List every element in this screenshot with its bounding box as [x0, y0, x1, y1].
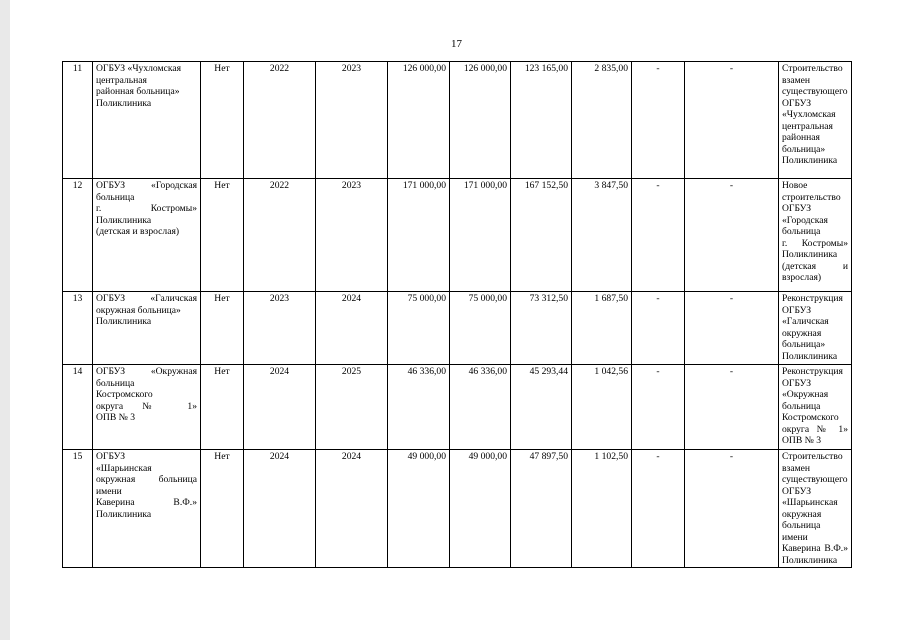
cell-line: взрослая): [782, 272, 822, 283]
cell-text: 1 042,56: [594, 366, 628, 377]
cell-line: Костромского: [782, 412, 839, 423]
cell-text: 47 897,50: [529, 451, 568, 462]
amount-cell: [511, 365, 572, 450]
cell-text: Нет: [214, 451, 230, 462]
cell-line: г. Костромы»: [96, 203, 197, 214]
table-row: [63, 62, 852, 179]
document-page: [10, 0, 903, 640]
object-name-cell: [93, 179, 201, 292]
table-row: [63, 292, 852, 365]
amount-cell: [388, 179, 450, 292]
cell-line: центральная: [782, 120, 833, 132]
cell-text: 1 102,50: [594, 451, 628, 462]
cell-line: ОГБУЗ: [782, 377, 812, 389]
cell-line: ОГБУЗ: [782, 304, 812, 316]
cell-text: -: [729, 293, 734, 304]
object-name-cell: [93, 365, 201, 450]
amount-cell: [388, 62, 450, 179]
cell-line: районная больница»: [96, 86, 180, 97]
amount-cell: [511, 179, 572, 292]
note-cell: [779, 62, 852, 179]
note-cell: [779, 450, 852, 568]
cell-line: больница: [782, 400, 821, 412]
note-cell: [779, 292, 852, 365]
flag-cell: [201, 292, 244, 365]
row-number-cell: [63, 450, 93, 568]
cell-text: 46 336,00: [407, 366, 446, 377]
cell-text: -: [656, 451, 660, 462]
amount-cell: [511, 292, 572, 365]
cell-text: 171 000,00: [402, 180, 446, 191]
cell-line: имени: [96, 485, 122, 497]
amount-cell: [511, 450, 572, 568]
cell-text: Нет: [214, 63, 230, 74]
table-row: [63, 179, 852, 292]
cell-line: окружная больница: [96, 474, 197, 485]
cell-text: 75 000,00: [468, 293, 507, 304]
cell-line: Новое: [782, 180, 808, 191]
dash-cell: [685, 450, 779, 568]
amount-cell: [572, 292, 632, 365]
amount-cell: [450, 179, 511, 292]
flag-cell: [201, 179, 244, 292]
cell-line: больница»: [782, 339, 826, 350]
cell-text: 2022: [269, 180, 290, 191]
cell-text: 126 000,00: [402, 63, 446, 74]
note-cell: [779, 179, 852, 292]
cell-text: 2 835,00: [594, 63, 628, 74]
cell-text: 2025: [341, 366, 362, 377]
cell-text: -: [729, 451, 734, 462]
investment-objects-table: [62, 61, 852, 568]
amount-cell: [511, 62, 572, 179]
object-name-cell: [93, 62, 201, 179]
cell-line: Поликлиника: [96, 508, 152, 520]
cell-line: Реконструкция: [782, 366, 843, 377]
cell-line: Поликлиника: [782, 350, 838, 362]
dash-cell: [632, 292, 685, 365]
cell-line: Поликлиника: [96, 316, 152, 327]
flag-cell: [201, 450, 244, 568]
amount-cell: [388, 365, 450, 450]
cell-text: 2024: [341, 451, 362, 462]
cell-line: «Чухломская: [782, 109, 836, 120]
amount-cell: [450, 365, 511, 450]
cell-line: Поликлиника: [782, 249, 838, 260]
amount-cell: [572, 62, 632, 179]
cell-line: окружная: [782, 508, 822, 520]
cell-line: ОГБУЗ «Чухломская: [96, 63, 182, 74]
cell-line: ОГБУЗ: [782, 97, 812, 109]
row-number-cell: [63, 365, 93, 450]
flag-cell: [201, 62, 244, 179]
cell-text: -: [656, 366, 660, 377]
cell-line: взамен: [782, 462, 811, 474]
cell-line: (детская и взрослая): [96, 226, 180, 237]
cell-line: окружная: [782, 327, 822, 339]
cell-line: «Окружная: [782, 389, 829, 400]
cell-text: 167 152,50: [524, 180, 568, 191]
cell-line: строительство: [782, 191, 841, 203]
cell-line: Костромского: [96, 389, 153, 400]
cell-line: больница»: [782, 143, 826, 155]
cell-line: Строительство: [782, 451, 843, 462]
flag-cell: [201, 365, 244, 450]
amount-cell: [450, 62, 511, 179]
cell-line: больница имени: [782, 520, 821, 543]
cell-text: -: [729, 366, 734, 377]
cell-line: окружная больница»: [96, 304, 181, 316]
year-end-cell: [316, 292, 388, 365]
cell-line: больница: [96, 377, 135, 389]
cell-text: 126 000,00: [463, 63, 507, 74]
cell-text: Нет: [214, 366, 230, 377]
cell-text: 2022: [269, 63, 290, 74]
note-cell: [779, 365, 852, 450]
cell-text: 2024: [269, 451, 290, 462]
cell-line: Поликлиника: [96, 214, 152, 226]
cell-text: -: [656, 180, 660, 191]
cell-text: 3 847,50: [594, 180, 628, 191]
cell-line: Поликлиника: [782, 554, 838, 566]
cell-text: 12: [72, 180, 83, 191]
cell-text: 49 000,00: [468, 451, 507, 462]
cell-text: 45 293,44: [529, 366, 568, 377]
year-start-cell: [244, 450, 316, 568]
cell-text: -: [656, 63, 660, 74]
cell-text: Нет: [214, 293, 230, 304]
dash-cell: [632, 179, 685, 292]
cell-line: ОГБУЗ: [782, 485, 812, 497]
cell-text: 15: [72, 451, 83, 462]
amount-cell: [572, 179, 632, 292]
dash-cell: [685, 365, 779, 450]
cell-text: 11: [72, 63, 83, 74]
cell-line: Каверина В.Ф.»: [96, 497, 197, 508]
cell-line: центральная: [96, 74, 147, 86]
year-end-cell: [316, 450, 388, 568]
year-start-cell: [244, 62, 316, 179]
amount-cell: [450, 450, 511, 568]
table-row: [63, 365, 852, 450]
cell-line: Поликлиника: [782, 155, 838, 166]
dash-cell: [685, 292, 779, 365]
cell-line: Строительство: [782, 63, 843, 74]
cell-text: 2023: [341, 180, 362, 191]
cell-text: 2024: [269, 366, 290, 377]
cell-text: 13: [72, 293, 83, 304]
cell-text: 2023: [269, 293, 290, 304]
cell-text: 75 000,00: [407, 293, 446, 304]
cell-line: округа № 1»: [96, 400, 197, 412]
cell-text: 49 000,00: [407, 451, 446, 462]
amount-cell: [572, 365, 632, 450]
object-name-cell: [93, 292, 201, 365]
cell-text: 46 336,00: [468, 366, 507, 377]
cell-line: Реконструкция: [782, 293, 843, 304]
amount-cell: [572, 450, 632, 568]
cell-text: -: [656, 293, 660, 304]
dash-cell: [632, 62, 685, 179]
cell-line: ОПВ № 3: [782, 435, 822, 446]
year-end-cell: [316, 62, 388, 179]
amount-cell: [450, 292, 511, 365]
cell-line: ОГБУЗ: [96, 451, 126, 462]
cell-line: округа № 1»: [782, 423, 848, 435]
year-end-cell: [316, 179, 388, 292]
cell-text: Нет: [214, 180, 230, 191]
cell-line: (детская и: [782, 260, 848, 272]
dash-cell: [632, 365, 685, 450]
row-number-cell: [63, 292, 93, 365]
cell-line: ОГБУЗ «Городская: [96, 180, 197, 191]
cell-line: ОГБУЗ «Окружная: [96, 366, 197, 377]
cell-line: Каверина В.Ф.»: [782, 543, 848, 554]
cell-text: 14: [72, 366, 83, 377]
table-row: [63, 450, 852, 568]
page-number: 17: [451, 38, 462, 50]
cell-line: взамен: [782, 74, 811, 86]
cell-line: г. Костромы»: [782, 237, 848, 249]
cell-text: 171 000,00: [463, 180, 507, 191]
cell-line: больница: [96, 191, 135, 203]
row-number-cell: [63, 62, 93, 179]
cell-line: районная: [782, 132, 820, 143]
cell-text: 123 165,00: [524, 63, 568, 74]
cell-line: ОГБУЗ «Галичская: [96, 293, 197, 304]
cell-text: -: [729, 63, 734, 74]
cell-text: 73 312,50: [529, 293, 568, 304]
dash-cell: [685, 62, 779, 179]
year-start-cell: [244, 179, 316, 292]
row-number-cell: [63, 179, 93, 292]
dash-cell: [685, 179, 779, 292]
cell-line: ОГБУЗ: [782, 203, 812, 214]
cell-line: «Шарьинская: [96, 462, 152, 474]
cell-line: ОПВ № 3: [96, 412, 136, 423]
year-start-cell: [244, 292, 316, 365]
year-end-cell: [316, 365, 388, 450]
year-start-cell: [244, 365, 316, 450]
dash-cell: [632, 450, 685, 568]
object-name-cell: [93, 450, 201, 568]
cell-line: «Шарьинская: [782, 497, 838, 508]
cell-line: «Галичская: [782, 316, 829, 327]
cell-text: 2023: [341, 63, 362, 74]
cell-text: 2024: [341, 293, 362, 304]
amount-cell: [388, 450, 450, 568]
cell-text: -: [729, 180, 734, 191]
cell-line: больница: [782, 226, 821, 237]
cell-line: «Городская: [782, 214, 828, 226]
cell-line: Поликлиника: [96, 97, 152, 109]
cell-line: существующего: [782, 86, 848, 97]
cell-text: 1 687,50: [594, 293, 628, 304]
amount-cell: [388, 292, 450, 365]
cell-line: существующего: [782, 474, 848, 485]
